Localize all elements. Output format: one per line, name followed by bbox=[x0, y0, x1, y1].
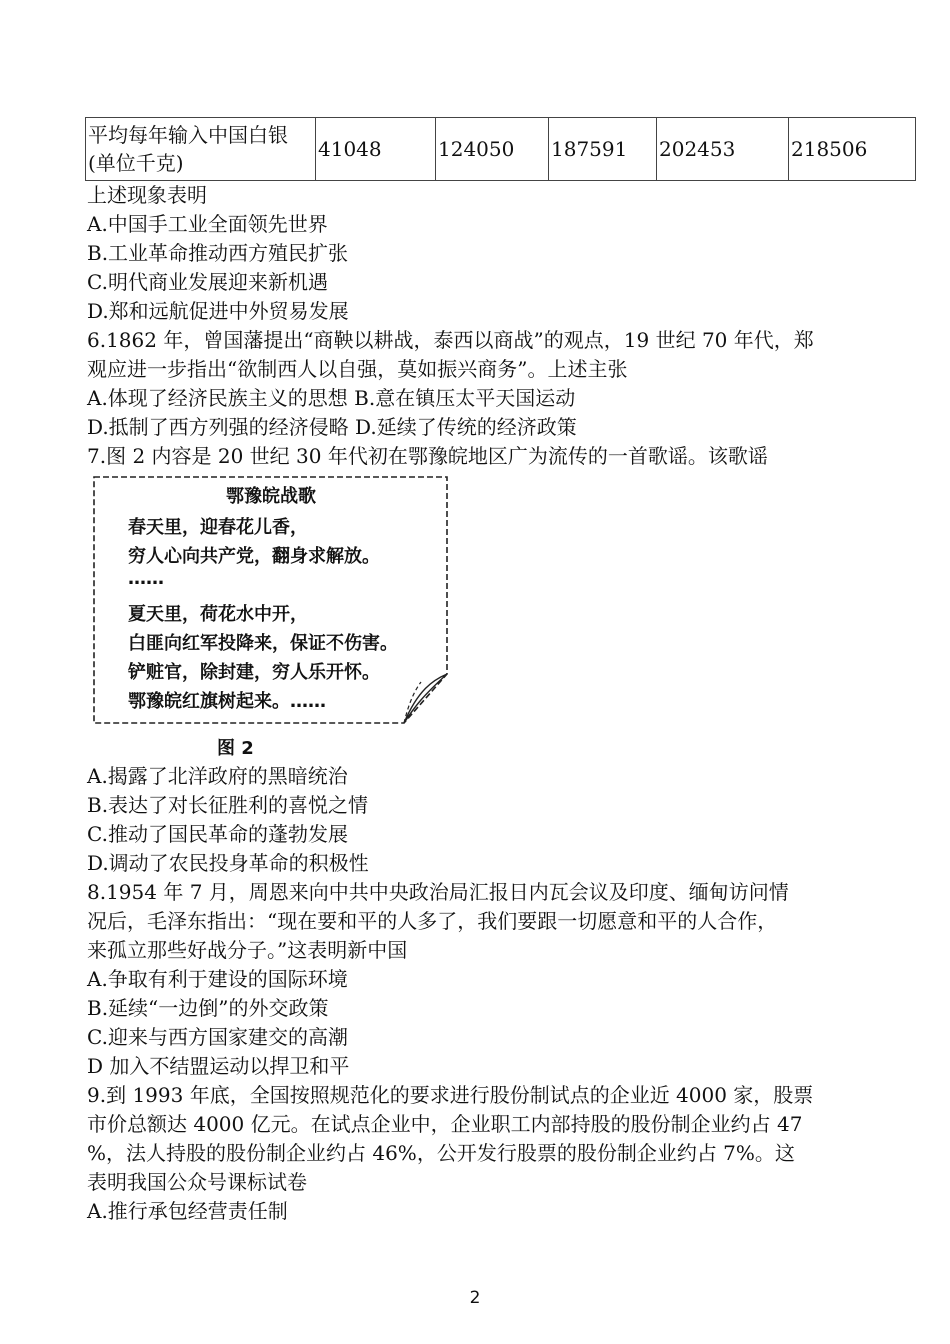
q5-option-c: C.明代商业发展迎来新机遇 bbox=[87, 270, 328, 294]
figure-2-poem bbox=[93, 476, 449, 724]
q5-option-b: B.工业革命推动西方殖民扩张 bbox=[87, 241, 349, 265]
table-cell: 124050 bbox=[436, 118, 549, 181]
poem-line: 夏天里，荷花水中开， bbox=[128, 604, 308, 625]
table-cell: 202453 bbox=[657, 118, 789, 181]
q8-option-c: C.迎来与西方国家建交的高潮 bbox=[87, 1025, 348, 1049]
poem-line: 铲赃官，除封建，穷人乐开怀。 bbox=[128, 662, 380, 683]
poem-title: 鄂豫皖战歌 bbox=[226, 486, 316, 507]
q9-stem-line-2: 市价总额达 4000 亿元。在试点企业中，企业职工内部持股的股份制企业约占 47 bbox=[87, 1112, 803, 1136]
figure-caption: 图 2 bbox=[217, 738, 254, 759]
poem-line: 穷人心向共产党，翻身求解放。 bbox=[128, 546, 380, 567]
q5-option-a: A.中国手工业全面领先世界 bbox=[87, 212, 328, 236]
q8-option-b: B.延续“一边倒”的外交政策 bbox=[87, 996, 329, 1020]
silver-import-table bbox=[85, 117, 916, 181]
table-cell: 218506 bbox=[789, 118, 916, 181]
q5-option-d: D.郑和远航促进中外贸易发展 bbox=[87, 299, 349, 323]
poem-line: 白匪向红军投降来，保证不伤害。 bbox=[128, 633, 398, 654]
q9-stem-line-4: 表明我国公众号课标试卷 bbox=[87, 1170, 307, 1194]
q8-option-d: D 加入不结盟运动以捍卫和平 bbox=[87, 1054, 350, 1078]
q7-stem: 7.图 2 内容是 20 世纪 30 年代初在鄂豫皖地区广为流传的一首歌谣。该歌谣 bbox=[87, 444, 768, 468]
q9-stem-line-1: 9.到 1993 年底，全国按照规范化的要求进行股份制试点的企业近 4000 家，股票 bbox=[87, 1083, 814, 1107]
q7-option-c: C.推动了国民革命的蓬勃发展 bbox=[87, 822, 348, 846]
q9-option-a: A.推行承包经营责任制 bbox=[87, 1199, 288, 1223]
table-row bbox=[86, 118, 916, 181]
poem-line: …… bbox=[128, 568, 164, 589]
poem-line: 春天里，迎春花儿香， bbox=[128, 517, 308, 538]
q6-options-line-1: A.体现了经济民族主义的思想 B.意在镇压太平天国运动 bbox=[87, 386, 576, 410]
q6-options-line-2: D.抵制了西方列强的经济侵略 D.延续了传统的经济政策 bbox=[87, 415, 577, 439]
q9-stem-line-3: %，法人持股的股份制企业约占 46%，公开发行股票的股份制企业约占 7%。这 bbox=[87, 1141, 795, 1165]
table-row-label: 平均每年输入中国白银(单位千克) bbox=[86, 118, 316, 181]
q6-stem-line-2: 观应进一步指出“欲制西人以自强，莫如振兴商务”。上述主张 bbox=[87, 357, 628, 381]
q8-stem-line-2: 况后，毛泽东指出：“现在要和平的人多了，我们要跟一切愿意和平的人合作， bbox=[87, 909, 778, 933]
q8-stem-line-1: 8.1954 年 7 月，周恩来向中共中央政治局汇报日内瓦会议及印度、缅甸访问情 bbox=[87, 880, 789, 904]
poem-line: 鄂豫皖红旗树起来。…… bbox=[128, 691, 326, 712]
q6-stem-line-1: 6.1862 年，曾国藩提出“商鞅以耕战，泰西以商战”的观点，19 世纪 70 年代，郑 bbox=[87, 328, 814, 352]
table-cell: 41048 bbox=[316, 118, 436, 181]
q5-stem-end: 上述现象表明 bbox=[87, 183, 207, 207]
q8-stem-line-3: 来孤立那些好战分子。”这表明新中国 bbox=[87, 938, 408, 962]
q7-option-d: D.调动了农民投身革命的积极性 bbox=[87, 851, 369, 875]
q7-option-b: B.表达了对长征胜利的喜悦之情 bbox=[87, 793, 369, 817]
table-cell: 187591 bbox=[549, 118, 657, 181]
q7-option-a: A.揭露了北洋政府的黑暗统治 bbox=[87, 764, 348, 788]
page-number: 2 bbox=[469, 1288, 481, 1308]
q8-option-a: A.争取有利于建设的国际环境 bbox=[87, 967, 348, 991]
